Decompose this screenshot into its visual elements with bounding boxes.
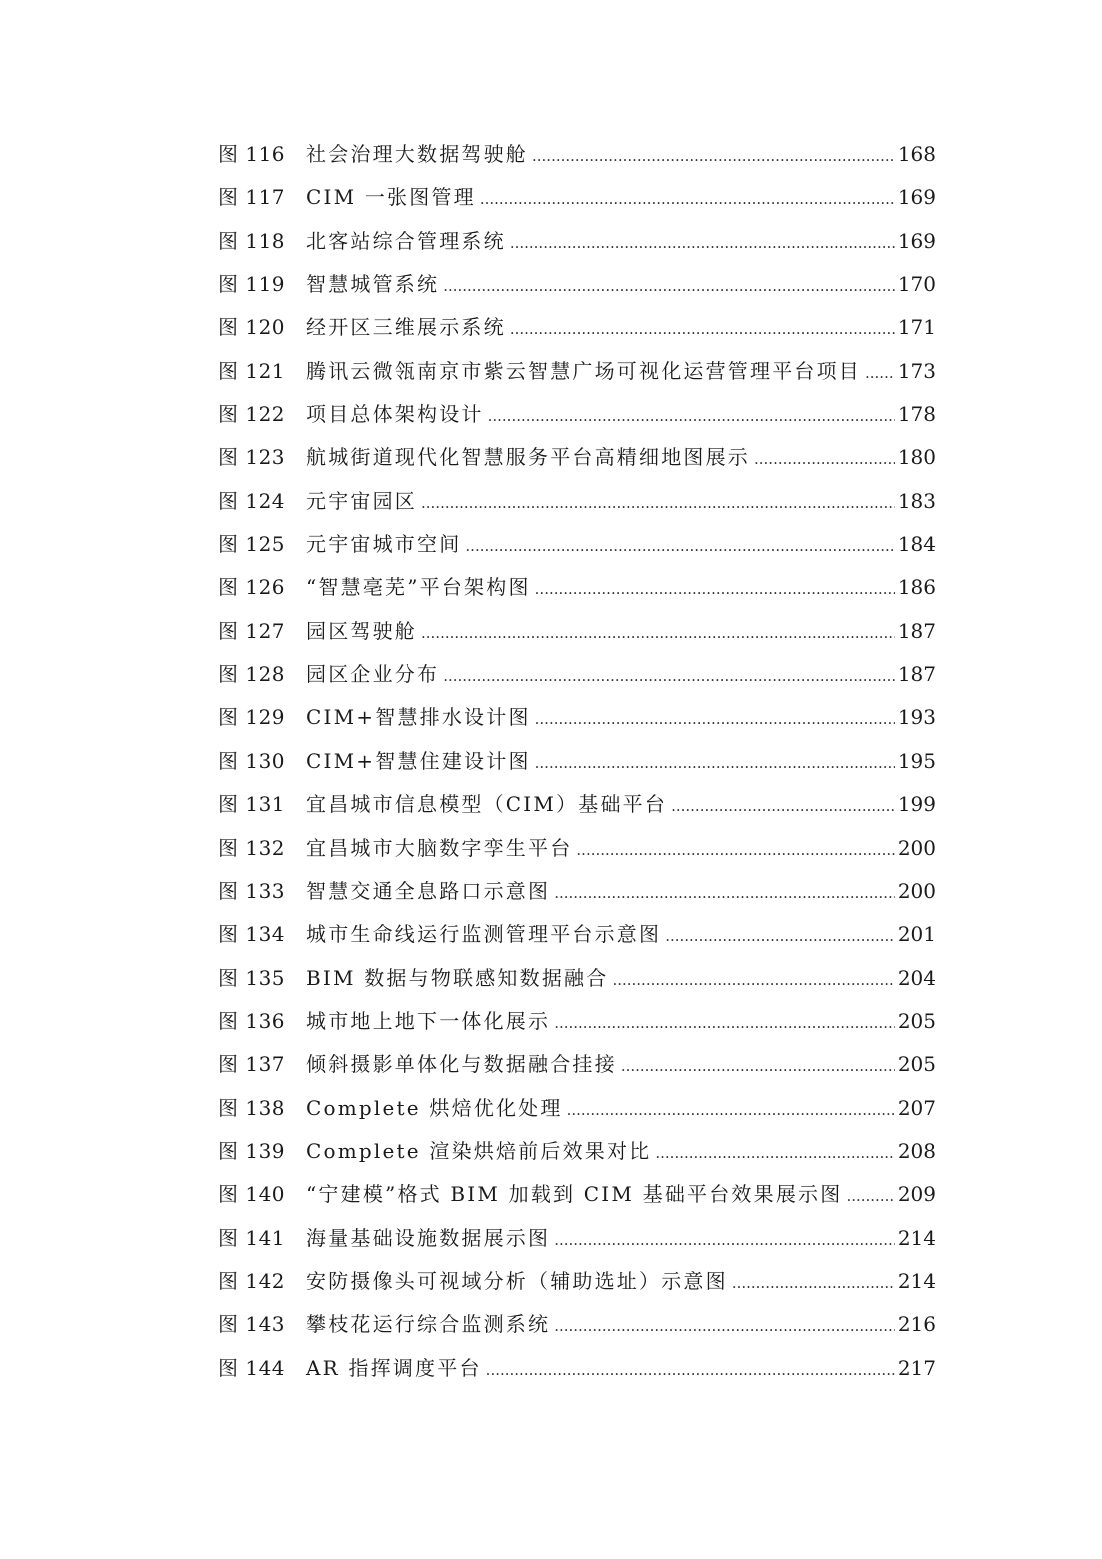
page-number: 195 [897, 748, 936, 773]
dot-leader [535, 698, 895, 741]
figure-title: 宜昌城市信息模型（CIM）基础平台 [306, 792, 668, 817]
figure-title: 智慧城管系统 [306, 272, 440, 297]
dot-leader [732, 1262, 895, 1305]
dot-leader [665, 915, 895, 958]
figure-number: 图 119 [218, 272, 286, 297]
figure-number: 图 137 [218, 1052, 286, 1077]
toc-entry [218, 696, 936, 739]
figure-title: 安防摄像头可视域分析（辅助选址）示意图 [306, 1268, 728, 1293]
figure-title: BIM 数据与物联感知数据融合 [306, 965, 609, 990]
toc-entry [218, 1130, 936, 1173]
figure-number: 图 116 [218, 142, 286, 166]
dot-leader [510, 222, 895, 265]
toc-entry [218, 1000, 936, 1043]
toc-entry [218, 1347, 936, 1390]
page-number: 204 [897, 965, 936, 990]
figure-title: 园区驾驶舱 [306, 618, 417, 643]
dot-leader [655, 1132, 894, 1175]
page-number: 216 [897, 1312, 936, 1337]
figure-title: 城市生命线运行监测管理平台示意图 [306, 922, 662, 947]
page-number: 207 [897, 1095, 936, 1120]
page-number: 169 [897, 228, 936, 253]
figure-number: 图 130 [218, 748, 286, 773]
toc-entry [218, 1087, 936, 1130]
toc-entry [218, 393, 936, 436]
figure-number: 图 135 [218, 965, 286, 990]
dot-leader [865, 352, 895, 395]
dot-leader [443, 655, 895, 698]
dot-leader [443, 265, 895, 308]
figure-title: Complete 烘焙优化处理 [306, 1095, 563, 1120]
page-number: 205 [897, 1052, 936, 1077]
toc-entry [218, 523, 936, 566]
page-number: 199 [897, 792, 936, 817]
page-number: 200 [897, 835, 936, 860]
figure-number: 图 117 [218, 185, 286, 210]
figure-title: CIM+智慧排水设计图 [306, 705, 531, 730]
figure-number: 图 136 [218, 1008, 286, 1033]
dot-leader [554, 1002, 895, 1045]
figure-number: 图 128 [218, 662, 286, 687]
dot-leader [486, 1349, 895, 1392]
figure-title: 宜昌城市大脑数字孪生平台 [306, 835, 573, 860]
toc-entry [218, 653, 936, 696]
page-number: 187 [897, 618, 936, 643]
figure-number: 图 133 [218, 878, 286, 903]
figure-title: 北客站综合管理系统 [306, 228, 506, 253]
dot-leader [567, 1089, 895, 1132]
figure-number: 图 121 [218, 358, 286, 383]
dot-leader [535, 568, 895, 611]
toc-entry [218, 436, 936, 479]
page-number: 217 [897, 1355, 936, 1380]
dot-leader [754, 438, 895, 481]
dot-leader [612, 959, 894, 1002]
figure-title: CIM 一张图管理 [306, 185, 476, 210]
figure-number: 图 120 [218, 315, 286, 340]
figure-title: CIM+智慧住建设计图 [306, 748, 531, 773]
figure-number: 图 125 [218, 532, 286, 557]
page-number: 205 [897, 1008, 936, 1033]
toc-entry [218, 913, 936, 956]
dot-leader [532, 135, 895, 178]
page-number: 186 [897, 575, 936, 600]
figure-number: 图 124 [218, 488, 286, 513]
toc-entry [218, 306, 936, 349]
toc-entry [218, 1173, 936, 1216]
toc-entry [218, 740, 936, 783]
toc-entry [218, 957, 936, 1000]
dot-leader [510, 308, 895, 351]
figure-number: 图 143 [218, 1312, 286, 1337]
figure-number: 图 142 [218, 1268, 286, 1293]
figure-title: 航城街道现代化智慧服务平台高精细地图展示 [306, 445, 750, 470]
dot-leader [421, 482, 895, 525]
toc-entry [218, 480, 936, 523]
page-number: 180 [897, 445, 936, 470]
list-of-figures [218, 133, 936, 1390]
page-number: 183 [897, 488, 936, 513]
figure-title: Complete 渲染烘焙前后效果对比 [306, 1138, 652, 1163]
page-number: 193 [897, 705, 936, 730]
figure-title: 智慧交通全息路口示意图 [306, 878, 551, 903]
figure-title: 倾斜摄影单体化与数据融合挂接 [306, 1052, 617, 1077]
page-number: 214 [897, 1268, 936, 1293]
figure-title: 社会治理大数据驾驶舱 [306, 142, 528, 166]
page-number: 214 [897, 1225, 936, 1250]
toc-entry [218, 263, 936, 306]
figure-title: 元宇宙城市空间 [306, 532, 462, 557]
toc-entry [218, 783, 936, 826]
figure-number: 图 132 [218, 835, 286, 860]
page-number: 170 [897, 272, 936, 297]
dot-leader [480, 178, 895, 221]
dot-leader [554, 1305, 895, 1348]
figure-title: 项目总体架构设计 [306, 402, 484, 427]
toc-entry [218, 350, 936, 393]
dot-leader [535, 742, 895, 785]
toc-entry [218, 1303, 936, 1346]
page-number: 209 [897, 1182, 936, 1207]
page-number: 208 [897, 1138, 936, 1163]
figure-number: 图 139 [218, 1138, 286, 1163]
dot-leader [554, 872, 895, 915]
figure-number: 图 129 [218, 705, 286, 730]
page-number: 178 [897, 402, 936, 427]
figure-title: 城市地上地下一体化展示 [306, 1008, 551, 1033]
figure-number: 图 141 [218, 1225, 286, 1250]
figure-number: 图 131 [218, 792, 286, 817]
figure-number: 图 123 [218, 445, 286, 470]
page-number: 171 [897, 315, 936, 340]
dot-leader [488, 395, 895, 438]
dot-leader [576, 829, 894, 872]
page-number: 173 [897, 358, 936, 383]
figure-number: 图 144 [218, 1355, 286, 1380]
figure-number: 图 134 [218, 922, 286, 947]
toc-entry [218, 870, 936, 913]
toc-entry [218, 133, 936, 176]
toc-entry [218, 566, 936, 609]
toc-entry [218, 610, 936, 653]
dot-leader [846, 1175, 894, 1218]
page-number: 200 [897, 878, 936, 903]
figure-number: 图 118 [218, 228, 286, 253]
figure-number: 图 122 [218, 402, 286, 427]
figure-number: 图 126 [218, 575, 286, 600]
toc-entry [218, 1043, 936, 1086]
page-number: 184 [897, 532, 936, 557]
page-number: 169 [897, 185, 936, 210]
figure-number: 图 138 [218, 1095, 286, 1120]
dot-leader [671, 785, 895, 828]
page-number: 187 [897, 662, 936, 687]
toc-entry [218, 1217, 936, 1260]
toc-entry [218, 827, 936, 870]
figure-title: 元宇宙园区 [306, 488, 417, 513]
page-number: 168 [897, 142, 936, 166]
figure-title: “宁建模”格式 BIM 加载到 CIM 基础平台效果展示图 [306, 1182, 843, 1207]
figure-title: 攀枝花运行综合监测系统 [306, 1312, 551, 1337]
toc-entry [218, 220, 936, 263]
figure-number: 图 140 [218, 1182, 286, 1207]
figure-number: 图 127 [218, 618, 286, 643]
toc-entry [218, 176, 936, 219]
toc-entry [218, 1260, 936, 1303]
figure-title: AR 指挥调度平台 [306, 1355, 482, 1380]
page-number: 201 [897, 922, 936, 947]
figure-title: “智慧亳芜”平台架构图 [306, 575, 531, 600]
figure-title: 腾讯云微瓴南京市紫云智慧广场可视化运营管理平台项目 [306, 358, 861, 383]
dot-leader [554, 1219, 895, 1262]
figure-title: 海量基础设施数据展示图 [306, 1225, 551, 1250]
figure-title: 园区企业分布 [306, 662, 440, 687]
dot-leader [621, 1045, 895, 1088]
dot-leader [421, 612, 895, 655]
dot-leader [465, 525, 894, 568]
figure-title: 经开区三维展示系统 [306, 315, 506, 340]
